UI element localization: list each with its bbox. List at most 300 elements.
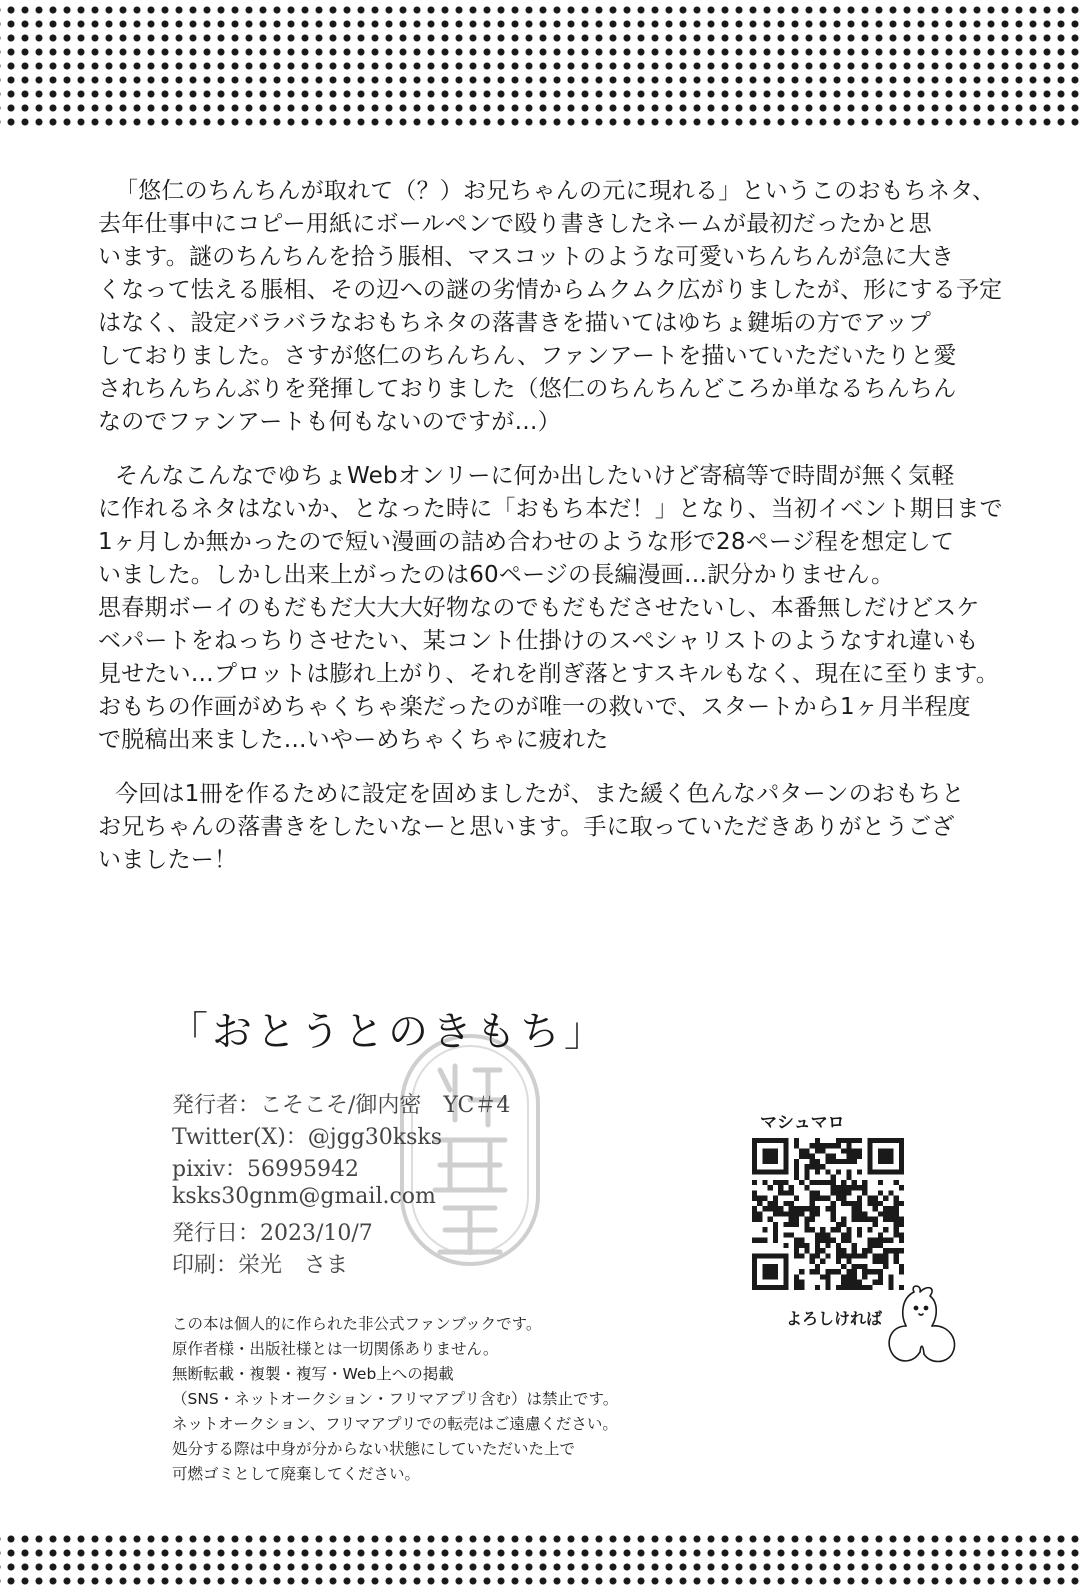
qr-module	[841, 1274, 846, 1279]
qr-module	[752, 1264, 757, 1269]
qr-module	[867, 1217, 872, 1222]
qr-module	[894, 1201, 899, 1206]
qr-module	[815, 1196, 820, 1201]
qr-module	[862, 1285, 867, 1290]
qr-module	[820, 1196, 825, 1201]
qr-module	[841, 1232, 846, 1237]
qr-module	[883, 1159, 888, 1164]
qr-module	[852, 1280, 857, 1285]
qr-module	[883, 1169, 888, 1174]
qr-module	[894, 1206, 899, 1211]
polka-dot-border-top	[0, 0, 1080, 132]
qr-module	[815, 1232, 820, 1237]
qr-module	[846, 1185, 851, 1190]
qr-module	[804, 1154, 809, 1159]
qr-module	[873, 1243, 878, 1248]
qr-module	[873, 1222, 878, 1227]
qr-module	[815, 1143, 820, 1148]
qr-module	[778, 1190, 783, 1195]
qr-module	[852, 1285, 857, 1290]
qr-module	[815, 1211, 820, 1216]
qr-module	[831, 1211, 836, 1216]
qr-module	[836, 1143, 841, 1148]
qr-module	[762, 1154, 767, 1159]
qr-module	[878, 1269, 883, 1274]
qr-module	[762, 1159, 767, 1164]
qr-module	[752, 1259, 757, 1264]
qr-module	[831, 1206, 836, 1211]
qr-module	[831, 1154, 836, 1159]
text-line: 「悠仁のちんちんが取れて（？）お兄ちゃんの元に現れる」というこのおもちネタ、	[115, 178, 996, 204]
qr-module	[846, 1175, 851, 1180]
text-line: はなく、設定バラバラなおもちネタの落書きを描いてはゆちょ鍵垢の方でアップ	[98, 310, 932, 336]
qr-code-graphic	[752, 1138, 904, 1290]
qr-module	[878, 1274, 883, 1279]
qr-module	[857, 1227, 862, 1232]
qr-module	[804, 1175, 809, 1180]
qr-module	[799, 1243, 804, 1248]
qr-module	[888, 1238, 893, 1243]
text-line: なのでファンアートも何もないのですが…）	[98, 409, 561, 435]
qr-module	[804, 1164, 809, 1169]
qr-module	[846, 1280, 851, 1285]
qr-module	[836, 1138, 841, 1143]
qr-module	[752, 1138, 757, 1143]
qr-module	[762, 1206, 767, 1211]
qr-module	[768, 1185, 773, 1190]
qr-module	[852, 1211, 857, 1216]
qr-module	[783, 1253, 788, 1258]
qr-module	[752, 1180, 757, 1185]
qr-module	[894, 1138, 899, 1143]
marshmallow-label: マシュマロ	[760, 1113, 845, 1133]
qr-module	[836, 1169, 841, 1174]
qr-module	[815, 1169, 820, 1174]
qr-module	[815, 1164, 820, 1169]
qr-module	[778, 1169, 783, 1174]
qr-module	[820, 1232, 825, 1237]
qr-module	[794, 1175, 799, 1180]
qr-module	[752, 1190, 757, 1195]
qr-module	[773, 1148, 778, 1153]
qr-module	[883, 1264, 888, 1269]
qr-module	[894, 1180, 899, 1185]
qr-module	[820, 1238, 825, 1243]
qr-module	[810, 1211, 815, 1216]
pixiv-text: pixiv：56995942	[172, 1157, 359, 1182]
qr-module	[867, 1248, 872, 1253]
qr-module	[773, 1253, 778, 1258]
qr-module	[778, 1211, 783, 1216]
qr-module	[831, 1185, 836, 1190]
qr-module	[799, 1154, 804, 1159]
qr-module	[846, 1201, 851, 1206]
qr-module	[783, 1259, 788, 1264]
qr-module	[894, 1253, 899, 1258]
qr-module	[804, 1222, 809, 1227]
text-line: おもちの作画がめちゃくちゃ楽だったのが唯一の救いで、スタートから1ヶ月半程度	[98, 694, 971, 720]
qr-code-image[interactable]	[752, 1138, 904, 1294]
qr-module	[794, 1164, 799, 1169]
qr-module	[820, 1164, 825, 1169]
qr-module	[857, 1154, 862, 1159]
qr-module	[888, 1211, 893, 1216]
qr-module	[783, 1211, 788, 1216]
qr-module	[899, 1232, 904, 1237]
notice-line: この本は個人的に作られた非公式ファンブックです。	[172, 1315, 542, 1333]
qr-module	[773, 1201, 778, 1206]
text-line: います。謎のちんちんを拾う脹相、マスコットのような可愛いちんちんが急に大き	[98, 244, 955, 270]
qr-module	[799, 1285, 804, 1290]
qr-module	[789, 1201, 794, 1206]
qr-module	[804, 1148, 809, 1153]
qr-module	[773, 1159, 778, 1164]
qr-module	[810, 1253, 815, 1258]
qr-module	[815, 1264, 820, 1269]
qr-module	[862, 1217, 867, 1222]
qr-module	[768, 1154, 773, 1159]
qr-module	[852, 1185, 857, 1190]
qr-module	[773, 1138, 778, 1143]
qr-module	[810, 1143, 815, 1148]
qr-module	[783, 1280, 788, 1285]
qr-module	[836, 1248, 841, 1253]
qr-module	[846, 1138, 851, 1143]
qr-module	[757, 1196, 762, 1201]
publisher-text: 発行者：こそこそ/御内密 YC＃4	[172, 1093, 511, 1118]
qr-module	[841, 1148, 846, 1153]
qr-module	[867, 1238, 872, 1243]
qr-module	[783, 1232, 788, 1237]
qr-module	[768, 1253, 773, 1258]
qr-module	[836, 1285, 841, 1290]
qr-module	[799, 1269, 804, 1274]
text-line: しておりました。さすが悠仁のちんちん、ファンアートを描いていただいたりと愛	[98, 343, 957, 369]
qr-module	[773, 1269, 778, 1274]
qr-module	[894, 1248, 899, 1253]
qr-module	[783, 1222, 788, 1227]
qr-module	[752, 1238, 757, 1243]
qr-module	[899, 1264, 904, 1269]
qr-module	[883, 1138, 888, 1143]
qr-module	[810, 1154, 815, 1159]
qr-module	[857, 1211, 862, 1216]
qr-module	[857, 1285, 862, 1290]
qr-module	[762, 1285, 767, 1290]
qr-module	[810, 1269, 815, 1274]
qr-module	[878, 1201, 883, 1206]
qr-module	[883, 1253, 888, 1258]
qr-module	[804, 1248, 809, 1253]
qr-module	[815, 1238, 820, 1243]
qr-module	[768, 1285, 773, 1290]
qr-module	[852, 1269, 857, 1274]
qr-module	[762, 1269, 767, 1274]
qr-module	[846, 1274, 851, 1279]
qr-module	[867, 1285, 872, 1290]
qr-module	[794, 1196, 799, 1201]
qr-module	[794, 1285, 799, 1290]
qr-module	[789, 1190, 794, 1195]
qr-module	[862, 1211, 867, 1216]
qr-module	[857, 1280, 862, 1285]
text-line: ベパートをねっちりさせたい、某コント仕掛けのスペシャリストのようなすれ違いも	[98, 628, 979, 654]
qr-module	[852, 1264, 857, 1269]
qr-module	[752, 1206, 757, 1211]
qr-module	[762, 1264, 767, 1269]
qr-module	[899, 1138, 904, 1143]
qr-module	[873, 1138, 878, 1143]
qr-module	[768, 1274, 773, 1279]
qr-module	[804, 1185, 809, 1190]
qr-module	[783, 1269, 788, 1274]
qr-module	[841, 1201, 846, 1206]
qr-module	[773, 1222, 778, 1227]
qr-module	[820, 1180, 825, 1185]
qr-module	[878, 1190, 883, 1195]
qr-module	[894, 1169, 899, 1174]
qr-module	[894, 1222, 899, 1227]
qr-module	[836, 1222, 841, 1227]
qr-module	[752, 1274, 757, 1279]
qr-module	[867, 1159, 872, 1164]
publish-date-text: 発行日：2023/10/7	[172, 1221, 373, 1246]
qr-module	[836, 1269, 841, 1274]
qr-module	[768, 1169, 773, 1174]
qr-module	[836, 1253, 841, 1258]
qr-module	[789, 1211, 794, 1216]
qr-module	[846, 1159, 851, 1164]
qr-module	[789, 1217, 794, 1222]
qr-module	[825, 1196, 830, 1201]
qr-module	[857, 1148, 862, 1153]
qr-module	[857, 1206, 862, 1211]
qr-module	[883, 1238, 888, 1243]
qr-module	[810, 1259, 815, 1264]
qr-module	[825, 1280, 830, 1285]
qr-module	[883, 1259, 888, 1264]
qr-module	[804, 1217, 809, 1222]
qr-module	[888, 1206, 893, 1211]
qr-module	[873, 1217, 878, 1222]
qr-module	[752, 1285, 757, 1290]
qr-module	[846, 1227, 851, 1232]
qr-module	[852, 1201, 857, 1206]
qr-module	[783, 1138, 788, 1143]
qr-module	[768, 1148, 773, 1153]
qr-module	[752, 1164, 757, 1169]
text-line: されちんちんぶりを発揮しておりました（悠仁のちんちんどころか単なるちんちん	[98, 376, 957, 402]
qr-module	[888, 1248, 893, 1253]
text-line: 1ヶ月しか無かったので短い漫画の詰め合わせのような形で28ページ程を想定して	[98, 529, 955, 555]
qr-module	[899, 1159, 904, 1164]
qr-module	[757, 1211, 762, 1216]
qr-module	[831, 1201, 836, 1206]
qr-module	[836, 1190, 841, 1195]
qr-module	[894, 1217, 899, 1222]
qr-module	[899, 1143, 904, 1148]
qr-module	[789, 1232, 794, 1237]
qr-module	[857, 1253, 862, 1258]
qr-module	[831, 1180, 836, 1185]
text-line: で脱稿出来ました…いやーめちゃくちゃに疲れた	[98, 727, 609, 753]
qr-module	[757, 1217, 762, 1222]
qr-module	[815, 1269, 820, 1274]
qr-module	[899, 1222, 904, 1227]
qr-module	[752, 1154, 757, 1159]
qr-module	[852, 1253, 857, 1258]
qr-module	[888, 1148, 893, 1153]
qr-module	[825, 1169, 830, 1174]
qr-module	[799, 1238, 804, 1243]
qr-module	[804, 1206, 809, 1211]
qr-module	[783, 1274, 788, 1279]
qr-module	[888, 1138, 893, 1143]
qr-module	[857, 1169, 862, 1174]
qr-module	[820, 1259, 825, 1264]
qr-module	[815, 1248, 820, 1253]
qr-module	[899, 1238, 904, 1243]
text-line: に作れるネタはないか、となった時に「おもち本だ！」となり、当初イベント期日まで	[98, 496, 1003, 522]
qr-module	[867, 1169, 872, 1174]
qr-module	[862, 1264, 867, 1269]
qr-module	[867, 1148, 872, 1153]
qr-module	[773, 1238, 778, 1243]
qr-module	[883, 1248, 888, 1253]
qr-module	[825, 1253, 830, 1258]
qr-module	[894, 1211, 899, 1216]
qr-module	[878, 1159, 883, 1164]
qr-module	[783, 1190, 788, 1195]
qr-module	[799, 1148, 804, 1153]
qr-module	[841, 1280, 846, 1285]
qr-module	[841, 1248, 846, 1253]
qr-module	[883, 1196, 888, 1201]
qr-module	[825, 1269, 830, 1274]
qr-module	[794, 1243, 799, 1248]
qr-module	[841, 1159, 846, 1164]
qr-module	[773, 1169, 778, 1174]
qr-module	[783, 1243, 788, 1248]
qr-module	[783, 1285, 788, 1290]
qr-module	[794, 1138, 799, 1143]
qr-module	[862, 1248, 867, 1253]
qr-module	[757, 1201, 762, 1206]
qr-module	[799, 1206, 804, 1211]
qr-module	[757, 1285, 762, 1290]
qr-module	[836, 1159, 841, 1164]
qr-module	[873, 1253, 878, 1258]
qr-module	[873, 1196, 878, 1201]
qr-module	[810, 1196, 815, 1201]
qr-module	[857, 1138, 862, 1143]
qr-module	[825, 1154, 830, 1159]
qr-module	[852, 1180, 857, 1185]
qr-module	[883, 1206, 888, 1211]
qr-module	[752, 1253, 757, 1258]
notice-line: （SNS・ネットオークション・フリマアプリ含む）は禁止です。	[172, 1390, 619, 1408]
qr-module	[873, 1238, 878, 1243]
qr-module	[773, 1206, 778, 1211]
notice-line: ネットオークション、フリマアプリでの転売はご遠慮ください。	[172, 1415, 618, 1433]
qr-module	[794, 1253, 799, 1258]
qr-module	[841, 1138, 846, 1143]
qr-module	[841, 1180, 846, 1185]
qr-module	[810, 1227, 815, 1232]
notice-line: 原作者様・出版社様とは一切関係ありません。	[172, 1340, 499, 1358]
qr-module	[899, 1248, 904, 1253]
qr-module	[841, 1190, 846, 1195]
qr-module	[757, 1169, 762, 1174]
qr-module	[810, 1164, 815, 1169]
qr-module	[810, 1217, 815, 1222]
qr-module	[799, 1280, 804, 1285]
book-title: 「おとうとのきもち」	[168, 1009, 608, 1055]
qr-module	[888, 1154, 893, 1159]
qr-module	[815, 1148, 820, 1153]
notice-line: 処分する際は中身が分からない状態にしていただいた上で	[172, 1440, 576, 1458]
qr-module	[752, 1269, 757, 1274]
qr-module	[789, 1206, 794, 1211]
qr-module	[862, 1253, 867, 1258]
qr-module	[867, 1269, 872, 1274]
qr-module	[783, 1143, 788, 1148]
qr-module	[825, 1180, 830, 1185]
qr-module	[831, 1143, 836, 1148]
qr-module	[836, 1227, 841, 1232]
qr-module	[810, 1159, 815, 1164]
text-line: いましたー！	[98, 847, 238, 873]
qr-module	[846, 1154, 851, 1159]
qr-module	[873, 1206, 878, 1211]
qr-module	[846, 1190, 851, 1195]
qr-module	[883, 1217, 888, 1222]
qr-module	[883, 1211, 888, 1216]
qr-module	[857, 1217, 862, 1222]
qr-module	[888, 1274, 893, 1279]
qr-module	[888, 1190, 893, 1195]
qr-module	[878, 1180, 883, 1185]
qr-module	[867, 1143, 872, 1148]
qr-module	[783, 1180, 788, 1185]
qr-module	[773, 1285, 778, 1290]
qr-module	[794, 1222, 799, 1227]
qr-module	[762, 1169, 767, 1174]
qr-module	[762, 1196, 767, 1201]
qr-module	[899, 1164, 904, 1169]
qr-module	[841, 1217, 846, 1222]
qr-module	[846, 1169, 851, 1174]
qr-module	[820, 1227, 825, 1232]
qr-module	[878, 1138, 883, 1143]
qr-module	[794, 1206, 799, 1211]
qr-module	[794, 1248, 799, 1253]
qr-module	[883, 1154, 888, 1159]
qr-module	[878, 1253, 883, 1258]
qr-module	[762, 1253, 767, 1258]
qr-module	[867, 1227, 872, 1232]
qr-module	[862, 1190, 867, 1195]
qr-module	[794, 1159, 799, 1164]
qr-module	[825, 1143, 830, 1148]
qr-module	[783, 1154, 788, 1159]
text-line: 見せたい…プロットは膨れ上がり、それを削ぎ落とすスキルもなく、現在に至ります。	[98, 661, 999, 687]
qr-module	[899, 1201, 904, 1206]
qr-module	[878, 1238, 883, 1243]
qr-module	[762, 1227, 767, 1232]
qr-module	[789, 1222, 794, 1227]
qr-module	[867, 1154, 872, 1159]
